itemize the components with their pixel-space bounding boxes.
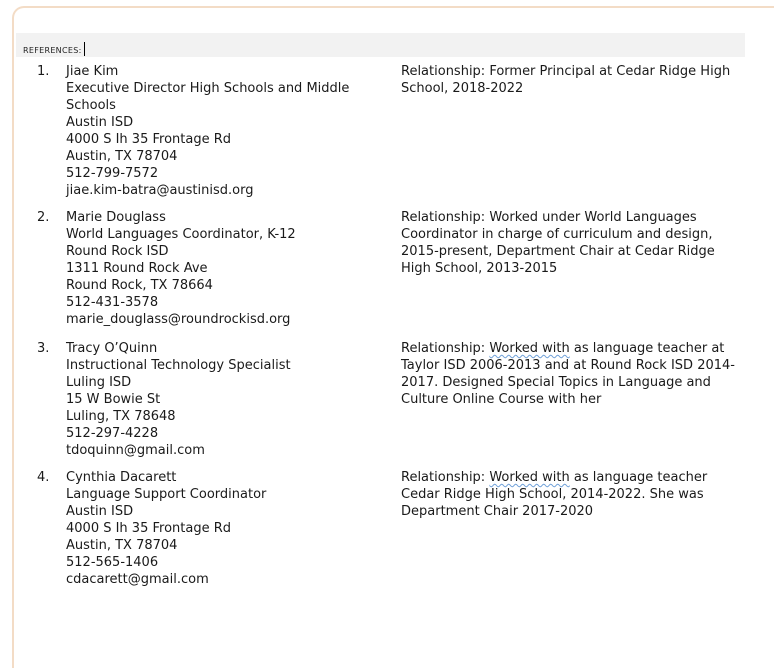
reference-street: 15 W Bowie St [66, 392, 161, 407]
relationship-text: Relationship: Former Principal at Cedar Ridge High School, 2018-2022 [401, 64, 731, 96]
reference-city: Austin, TX 78704 [66, 149, 178, 164]
reference-title: Instructional Technology Specialist [66, 358, 291, 373]
reference-name: Jiae Kim [66, 64, 119, 79]
references-heading-suffix: : [78, 46, 82, 55]
reference-email: jiae.kim-batra@austinisd.org [66, 183, 254, 198]
reference-contact[interactable] [66, 63, 371, 199]
reference-number: 3. [37, 341, 50, 356]
spellcheck-flagged-phrase[interactable]: Worked with [489, 341, 570, 356]
reference-city: Luling, TX 78648 [66, 409, 176, 424]
reference-name: Marie Douglass [66, 210, 166, 225]
reference-title: Executive Director High Schools and Middle Schools [66, 81, 350, 113]
references-heading[interactable] [23, 42, 85, 56]
reference-street: 4000 S Ih 35 Frontage Rd [66, 521, 231, 536]
reference-street: 4000 S Ih 35 Frontage Rd [66, 132, 231, 147]
reference-organization: Austin ISD [66, 115, 134, 130]
reference-organization: Austin ISD [66, 504, 134, 519]
reference-contact[interactable] [66, 469, 371, 588]
reference-relationship[interactable] [401, 63, 736, 97]
reference-title: World Languages Coordinator, K-12 [66, 227, 296, 242]
text-cursor [84, 42, 85, 56]
reference-phone: 512-565-1406 [66, 555, 159, 570]
reference-contact[interactable] [66, 340, 371, 459]
relationship-text: Relationship: [401, 470, 490, 485]
reference-phone: 512-799-7572 [66, 166, 159, 181]
relationship-text-rest: as language teacher Cedar Ridge High School, 2014-2022. She was Department Chair 2017-2020 [401, 470, 708, 519]
reference-number: 2. [37, 210, 50, 225]
relationship-text: Relationship: Worked under World Languages Coordinator in charge of curriculum and design, 2015-present, Department Chair at Cedar Ridge High School, 2013-2015 [401, 210, 715, 276]
reference-phone: 512-431-3578 [66, 295, 159, 310]
spellcheck-flagged-phrase[interactable]: Worked with [489, 470, 570, 485]
reference-organization: Round Rock ISD [66, 244, 169, 259]
reference-city: Round Rock, TX 78664 [66, 278, 213, 293]
reference-name: Tracy O’Quinn [66, 341, 158, 356]
reference-name: Cynthia Dacarett [66, 470, 177, 485]
reference-city: Austin, TX 78704 [66, 538, 178, 553]
reference-contact[interactable] [66, 209, 371, 328]
relationship-text: Relationship: [401, 341, 490, 356]
references-heading-band[interactable] [16, 33, 745, 57]
reference-number: 4. [37, 470, 50, 485]
reference-relationship[interactable] [401, 340, 736, 408]
reference-email: marie_douglass@roundrockisd.org [66, 312, 291, 327]
reference-number: 1. [37, 64, 50, 79]
reference-email: tdoquinn@gmail.com [66, 443, 205, 458]
reference-title: Language Support Coordinator [66, 487, 267, 502]
references-heading-label: REFERENCES [23, 46, 79, 55]
reference-phone: 512-297-4228 [66, 426, 159, 441]
reference-organization: Luling ISD [66, 375, 132, 390]
reference-relationship[interactable] [401, 209, 736, 277]
reference-email: cdacarett@gmail.com [66, 572, 209, 587]
reference-relationship[interactable] [401, 469, 736, 520]
relationship-text-rest: as language teacher at Taylor ISD 2006-2013 and at Round Rock ISD 2014-2017. Designed Special Topics in Language and Culture Online Course with her [401, 341, 735, 407]
reference-street: 1311 Round Rock Ave [66, 261, 208, 276]
